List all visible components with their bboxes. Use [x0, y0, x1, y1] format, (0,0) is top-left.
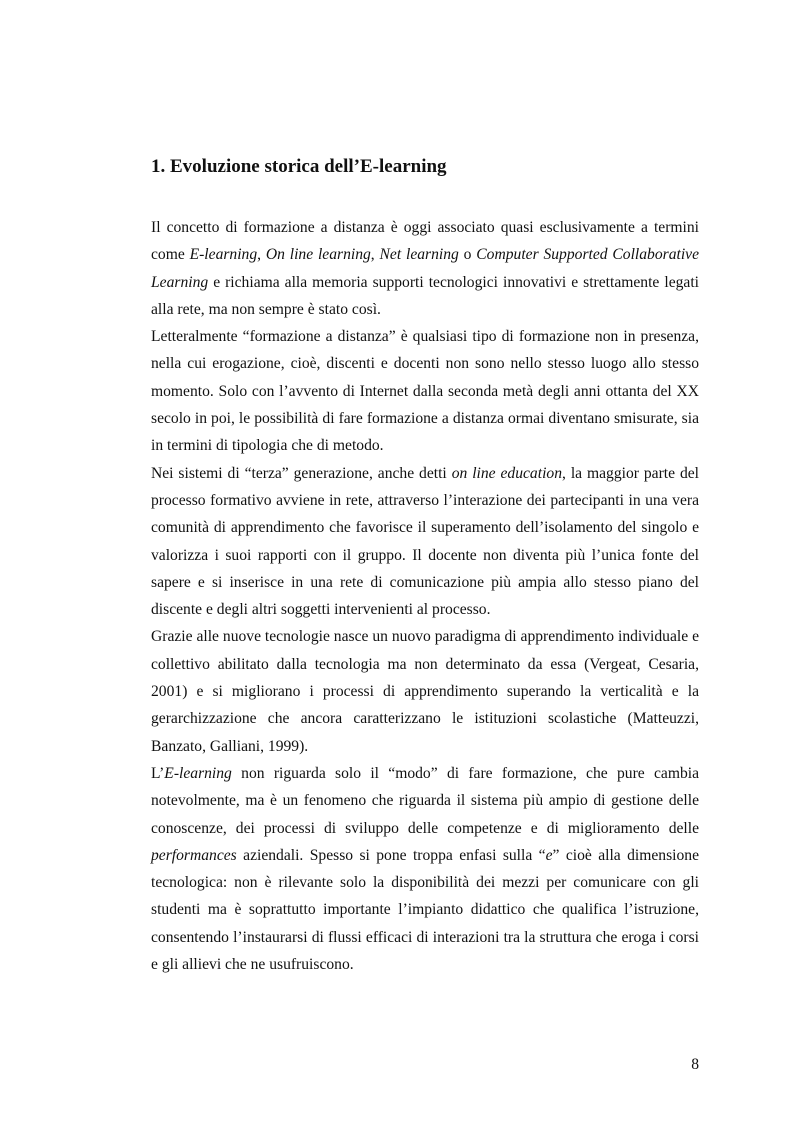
paragraph [151, 623, 699, 759]
text-run: Il concetto di formazione a distanza è oggi associato quasi esclusivamente a termini come [151, 219, 699, 264]
italic-text: On line learning [265, 246, 371, 264]
italic-text: e [545, 846, 553, 864]
text-run: L’ [151, 764, 165, 782]
text-run: Grazie alle nuove tecnologie nasce un nuovo paradigma di apprendimento individuale e collettivo abilitato dalla tecnologia ma non determinato da essa (Vergeat, Cesaria, 2001) e si migliorano i processi di apprendimento superando la verticalità e la gerarchizzazione che ancora caratterizzano le istituzioni scolastiche (Matteuzzi, Banzato, Galliani, 1999). [151, 628, 699, 755]
italic-text: Computer Supported Collaborative Learning [151, 246, 700, 291]
italic-text: on line education [451, 464, 562, 482]
italic-text: performances [151, 846, 237, 864]
page-number: 8 [691, 1056, 699, 1073]
paragraph [151, 214, 699, 323]
section-heading: 1. Evoluzione storica dell’E-learning [151, 156, 447, 177]
text-run: e richiama alla memoria supporti tecnologici innovativi e strettamente legati alla rete, ma non sempre è stato così. [151, 273, 699, 318]
text-run: non riguarda solo il “modo” di fare formazione, che pure cambia notevolmente, ma è un fenomeno che riguarda il sistema più ampio di gestione delle conoscenze, dei processi di sviluppo delle competenze e di miglioramento delle [151, 764, 699, 837]
text-run: , [370, 246, 380, 264]
text-run: Nei sistemi di “terza” generazione, anche detti [151, 464, 452, 482]
paragraph [151, 460, 699, 624]
text-run: , [257, 246, 266, 264]
body-text [151, 214, 699, 978]
paragraph [151, 323, 699, 459]
italic-text: E-learning [164, 764, 232, 782]
text-run: Letteralmente “formazione a distanza” è qualsiasi tipo di formazione non in presenza, nella cui erogazione, cioè, discenti e docenti non sono nello stesso luogo allo stesso momento. Solo con l’avvento di Internet dalla seconda metà degli anni ottanta del XX secolo in poi, le possibilità di fare formazione a distanza ormai diventano smisurate, sia in termini di tipologia che di metodo. [151, 328, 699, 455]
text-run: aziendali. Spesso si pone troppa enfasi sulla “ [236, 846, 546, 864]
italic-text: E-learning [189, 246, 258, 264]
italic-text: Net learning [379, 246, 459, 264]
text-run: o [458, 246, 477, 264]
paragraph [151, 760, 699, 978]
text-run: , la maggior parte del processo formativo avviene in rete, attraverso l’interazione dei partecipanti in una vera comunità di apprendimento che favorisce il superamento dell’isolamento del singolo e valorizza i suoi rapporti con il gruppo. Il docente non diventa più l’unica fonte del sapere e si inserisce in una rete di comunicazione più ampia allo stesso piano del discente e degli altri soggetti intervenienti al processo. [151, 464, 700, 619]
text-run: ” cioè alla dimensione tecnologica: non è rilevante solo la disponibilità dei mezzi per comunicare con gli studenti ma è soprattutto importante l’impianto didattico che qualifica l’istruzione, consentendo l’instaurarsi di flussi efficaci di interazioni tra la struttura che eroga i corsi e gli allievi che ne usufruiscono. [151, 846, 699, 974]
